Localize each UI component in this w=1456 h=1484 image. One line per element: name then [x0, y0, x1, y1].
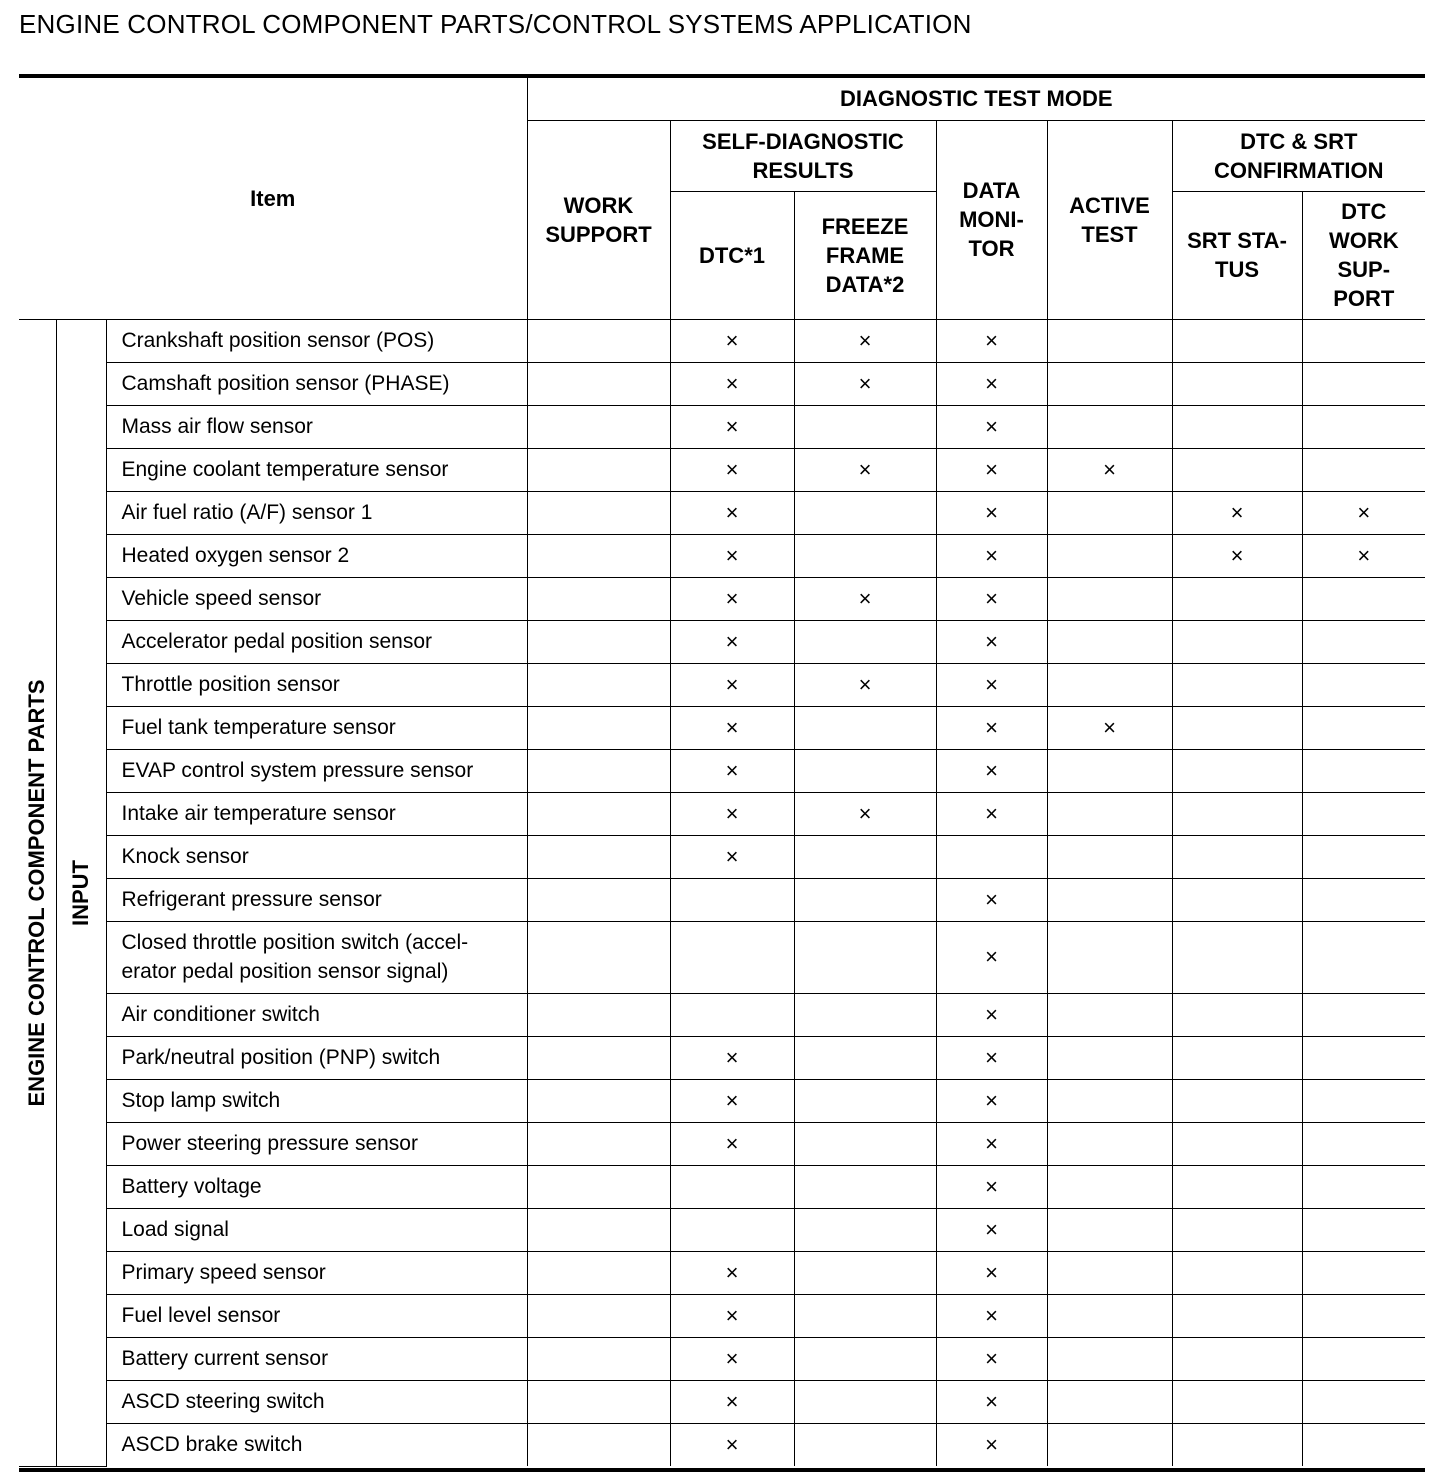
work-support-cell	[527, 405, 670, 448]
dtc-work-support-cell	[1302, 405, 1425, 448]
freeze-frame-data-cell: ×	[794, 319, 936, 362]
table-row	[19, 663, 1425, 706]
freeze-frame-data-cell	[794, 1423, 936, 1466]
active-test-cell	[1047, 577, 1172, 620]
data-monitor-cell: ×	[936, 319, 1047, 362]
srt-status-header: SRT STA-TUS	[1172, 191, 1302, 319]
dtc-cell: ×	[670, 577, 794, 620]
active-test-cell	[1047, 1208, 1172, 1251]
work-support-cell	[527, 1122, 670, 1165]
item-header: Item	[19, 78, 527, 319]
data-monitor-header: DATA MONI-TOR	[936, 120, 1047, 319]
work-support-cell	[527, 1294, 670, 1337]
work-support-cell	[527, 319, 670, 362]
active-test-cell	[1047, 620, 1172, 663]
freeze-frame-data-cell: ×	[794, 362, 936, 405]
dtc-cell: ×	[670, 749, 794, 792]
table-row	[19, 1251, 1425, 1294]
freeze-frame-data-cell	[794, 1165, 936, 1208]
item-cell: Crankshaft position sensor (POS)	[106, 319, 527, 362]
table-row	[19, 577, 1425, 620]
dtc-work-support-cell	[1302, 362, 1425, 405]
srt-status-cell	[1172, 1380, 1302, 1423]
data-monitor-cell: ×	[936, 405, 1047, 448]
freeze-frame-data-cell	[794, 1337, 936, 1380]
work-support-cell	[527, 878, 670, 921]
srt-status-cell	[1172, 577, 1302, 620]
active-test-cell: ×	[1047, 448, 1172, 491]
data-monitor-cell: ×	[936, 1294, 1047, 1337]
freeze-frame-data-cell	[794, 534, 936, 577]
work-support-cell	[527, 362, 670, 405]
dtc-work-support-cell	[1302, 1079, 1425, 1122]
item-cell: Air conditioner switch	[106, 993, 527, 1036]
table-row	[19, 921, 1425, 993]
table-row	[19, 792, 1425, 835]
freeze-frame-data-cell: ×	[794, 448, 936, 491]
item-cell: Refrigerant pressure sensor	[106, 878, 527, 921]
item-cell: Load signal	[106, 1208, 527, 1251]
freeze-frame-data-cell	[794, 993, 936, 1036]
item-cell: Knock sensor	[106, 835, 527, 878]
diagnostic-test-mode-header: DIAGNOSTIC TEST MODE	[527, 78, 1425, 120]
active-test-cell	[1047, 1380, 1172, 1423]
dtc-cell: ×	[670, 663, 794, 706]
active-test-cell: ×	[1047, 706, 1172, 749]
work-support-cell	[527, 1251, 670, 1294]
dtc-work-support-cell	[1302, 921, 1425, 993]
active-test-cell	[1047, 319, 1172, 362]
dtc-cell: ×	[670, 1079, 794, 1122]
srt-status-cell: ×	[1172, 534, 1302, 577]
srt-status-cell	[1172, 1165, 1302, 1208]
table-row	[19, 749, 1425, 792]
work-support-cell	[527, 921, 670, 993]
dtc-work-support-cell	[1302, 706, 1425, 749]
table-row	[19, 993, 1425, 1036]
table-row	[19, 1337, 1425, 1380]
dtc-work-support-cell	[1302, 1036, 1425, 1079]
table-row	[19, 706, 1425, 749]
srt-status-cell	[1172, 405, 1302, 448]
active-test-header: ACTIVE TEST	[1047, 120, 1172, 319]
subcategory-label: INPUT	[68, 859, 93, 926]
dtc-cell: ×	[670, 1380, 794, 1423]
table-row	[19, 1208, 1425, 1251]
freeze-frame-data-cell	[794, 1380, 936, 1423]
work-support-cell	[527, 1337, 670, 1380]
active-test-cell	[1047, 1337, 1172, 1380]
table-row	[19, 1122, 1425, 1165]
item-cell: Closed throttle position switch (accel-erator pedal position sensor signal)	[106, 921, 527, 993]
srt-status-cell	[1172, 792, 1302, 835]
freeze-frame-data-cell	[794, 1122, 936, 1165]
item-cell: Power steering pressure sensor	[106, 1122, 527, 1165]
data-monitor-cell: ×	[936, 1079, 1047, 1122]
data-monitor-cell: ×	[936, 1423, 1047, 1466]
table-row	[19, 620, 1425, 663]
item-cell: Battery voltage	[106, 1165, 527, 1208]
dtc-cell: ×	[670, 620, 794, 663]
item-cell: Fuel tank temperature sensor	[106, 706, 527, 749]
dtc-cell: ×	[670, 1122, 794, 1165]
work-support-cell	[527, 792, 670, 835]
work-support-cell	[527, 577, 670, 620]
dtc-work-support-cell	[1302, 663, 1425, 706]
category-cell	[19, 319, 56, 1466]
active-test-cell	[1047, 663, 1172, 706]
dtc-cell: ×	[670, 1251, 794, 1294]
active-test-cell	[1047, 405, 1172, 448]
active-test-cell	[1047, 878, 1172, 921]
table-body	[19, 319, 1425, 1466]
table-row	[19, 319, 1425, 362]
freeze-frame-data-cell	[794, 1294, 936, 1337]
active-test-cell	[1047, 1294, 1172, 1337]
data-monitor-cell: ×	[936, 1036, 1047, 1079]
active-test-cell	[1047, 491, 1172, 534]
item-cell: Fuel level sensor	[106, 1294, 527, 1337]
srt-status-cell	[1172, 620, 1302, 663]
dtc-work-support-cell	[1302, 1208, 1425, 1251]
freeze-frame-data-cell	[794, 878, 936, 921]
work-support-cell	[527, 706, 670, 749]
dtc-cell: ×	[670, 362, 794, 405]
item-cell: Park/neutral position (PNP) switch	[106, 1036, 527, 1079]
table-row	[19, 1079, 1425, 1122]
active-test-cell	[1047, 835, 1172, 878]
active-test-cell	[1047, 1423, 1172, 1466]
dtc-work-support-cell	[1302, 577, 1425, 620]
dtc-cell: ×	[670, 835, 794, 878]
dtc-work-support-cell: ×	[1302, 491, 1425, 534]
dtc-cell: ×	[670, 792, 794, 835]
dtc-work-support-cell	[1302, 1423, 1425, 1466]
srt-status-cell	[1172, 1208, 1302, 1251]
work-support-cell	[527, 1036, 670, 1079]
dtc-cell	[670, 1165, 794, 1208]
work-support-cell	[527, 448, 670, 491]
application-table	[19, 78, 1425, 1467]
work-support-cell	[527, 534, 670, 577]
table-row	[19, 1294, 1425, 1337]
item-cell: Camshaft position sensor (PHASE)	[106, 362, 527, 405]
item-cell: Air fuel ratio (A/F) sensor 1	[106, 491, 527, 534]
data-monitor-cell: ×	[936, 1337, 1047, 1380]
srt-status-cell	[1172, 706, 1302, 749]
freeze-frame-data-cell	[794, 1251, 936, 1294]
dtc-work-support-header: DTC WORK SUP-PORT	[1302, 191, 1425, 319]
dtc-work-support-cell	[1302, 1165, 1425, 1208]
dtc-cell: ×	[670, 1036, 794, 1079]
table-row	[19, 1423, 1425, 1466]
self-diagnostic-results-header: SELF-DIAGNOSTIC RESULTS	[670, 120, 936, 191]
active-test-cell	[1047, 1122, 1172, 1165]
freeze-frame-data-cell: ×	[794, 663, 936, 706]
item-cell: Accelerator pedal position sensor	[106, 620, 527, 663]
dtc-work-support-cell	[1302, 319, 1425, 362]
dtc-cell	[670, 878, 794, 921]
dtc-work-support-cell	[1302, 1380, 1425, 1423]
work-support-cell	[527, 1165, 670, 1208]
item-cell: Vehicle speed sensor	[106, 577, 527, 620]
freeze-frame-data-cell	[794, 921, 936, 993]
bottom-rule	[19, 1468, 1425, 1472]
active-test-cell	[1047, 749, 1172, 792]
data-monitor-cell: ×	[936, 620, 1047, 663]
freeze-frame-data-cell: ×	[794, 577, 936, 620]
srt-status-cell	[1172, 663, 1302, 706]
dtc-cell: ×	[670, 534, 794, 577]
table-row	[19, 878, 1425, 921]
dtc-work-support-cell	[1302, 1251, 1425, 1294]
srt-status-cell	[1172, 1423, 1302, 1466]
data-monitor-cell: ×	[936, 362, 1047, 405]
data-monitor-cell: ×	[936, 577, 1047, 620]
srt-status-cell	[1172, 319, 1302, 362]
data-monitor-cell: ×	[936, 663, 1047, 706]
dtc-cell: ×	[670, 405, 794, 448]
table-row	[19, 835, 1425, 878]
dtc-cell	[670, 921, 794, 993]
active-test-cell	[1047, 362, 1172, 405]
data-monitor-cell: ×	[936, 921, 1047, 993]
item-cell: Intake air temperature sensor	[106, 792, 527, 835]
data-monitor-cell: ×	[936, 878, 1047, 921]
data-monitor-cell: ×	[936, 1208, 1047, 1251]
table-row	[19, 405, 1425, 448]
dtc-cell: ×	[670, 491, 794, 534]
srt-status-cell	[1172, 1251, 1302, 1294]
active-test-cell	[1047, 1079, 1172, 1122]
dtc-work-support-cell	[1302, 1294, 1425, 1337]
item-cell: ASCD steering switch	[106, 1380, 527, 1423]
active-test-cell	[1047, 993, 1172, 1036]
work-support-cell	[527, 1208, 670, 1251]
active-test-cell	[1047, 1165, 1172, 1208]
item-cell: Battery current sensor	[106, 1337, 527, 1380]
dtc-cell: ×	[670, 1294, 794, 1337]
table-row	[19, 448, 1425, 491]
work-support-cell	[527, 1380, 670, 1423]
data-monitor-cell: ×	[936, 1165, 1047, 1208]
dtc-cell: ×	[670, 1423, 794, 1466]
freeze-frame-data-cell	[794, 1079, 936, 1122]
data-monitor-cell: ×	[936, 1122, 1047, 1165]
dtc-header: DTC*1	[670, 191, 794, 319]
active-test-cell	[1047, 1251, 1172, 1294]
srt-status-cell	[1172, 1294, 1302, 1337]
freeze-frame-data-cell	[794, 1036, 936, 1079]
item-cell: Primary speed sensor	[106, 1251, 527, 1294]
subcategory-cell	[56, 319, 106, 1466]
page-title: ENGINE CONTROL COMPONENT PARTS/CONTROL SYSTEMS APPLICATION	[19, 9, 972, 39]
dtc-work-support-cell	[1302, 792, 1425, 835]
item-cell: Stop lamp switch	[106, 1079, 527, 1122]
freeze-frame-data-cell	[794, 1208, 936, 1251]
data-monitor-cell: ×	[936, 993, 1047, 1036]
srt-status-cell	[1172, 448, 1302, 491]
srt-status-cell	[1172, 749, 1302, 792]
data-monitor-cell: ×	[936, 491, 1047, 534]
dtc-work-support-cell	[1302, 1122, 1425, 1165]
freeze-frame-data-cell	[794, 835, 936, 878]
active-test-cell	[1047, 534, 1172, 577]
data-monitor-cell: ×	[936, 792, 1047, 835]
dtc-cell: ×	[670, 706, 794, 749]
active-test-cell	[1047, 792, 1172, 835]
item-cell: Throttle position sensor	[106, 663, 527, 706]
item-cell: Heated oxygen sensor 2	[106, 534, 527, 577]
freeze-frame-data-cell	[794, 706, 936, 749]
data-monitor-cell: ×	[936, 1251, 1047, 1294]
category-label: ENGINE CONTROL COMPONENT PARTS	[24, 679, 50, 1106]
item-cell: ASCD brake switch	[106, 1423, 527, 1466]
table-row	[19, 362, 1425, 405]
work-support-cell	[527, 993, 670, 1036]
work-support-cell	[527, 491, 670, 534]
data-monitor-cell: ×	[936, 706, 1047, 749]
active-test-cell	[1047, 921, 1172, 993]
work-support-cell	[527, 663, 670, 706]
freeze-frame-data-cell	[794, 620, 936, 663]
table-row	[19, 534, 1425, 577]
item-cell: Mass air flow sensor	[106, 405, 527, 448]
table-row	[19, 1380, 1425, 1423]
data-monitor-cell: ×	[936, 1380, 1047, 1423]
freeze-frame-data-cell	[794, 405, 936, 448]
srt-status-cell	[1172, 993, 1302, 1036]
table-row	[19, 1036, 1425, 1079]
dtc-work-support-cell	[1302, 835, 1425, 878]
dtc-work-support-cell: ×	[1302, 534, 1425, 577]
dtc-cell: ×	[670, 448, 794, 491]
work-support-cell	[527, 1423, 670, 1466]
srt-status-cell	[1172, 1122, 1302, 1165]
data-monitor-cell: ×	[936, 534, 1047, 577]
srt-status-cell	[1172, 921, 1302, 993]
dtc-srt-confirmation-header: DTC & SRT CONFIRMATION	[1172, 120, 1425, 191]
dtc-cell	[670, 993, 794, 1036]
dtc-cell: ×	[670, 1337, 794, 1380]
dtc-work-support-cell	[1302, 448, 1425, 491]
item-cell: Engine coolant temperature sensor	[106, 448, 527, 491]
dtc-work-support-cell	[1302, 993, 1425, 1036]
dtc-cell: ×	[670, 319, 794, 362]
work-support-cell	[527, 620, 670, 663]
data-monitor-cell	[936, 835, 1047, 878]
freeze-frame-data-cell: ×	[794, 792, 936, 835]
srt-status-cell	[1172, 1337, 1302, 1380]
work-support-cell	[527, 835, 670, 878]
dtc-cell	[670, 1208, 794, 1251]
freeze-frame-data-header: FREEZE FRAME DATA*2	[794, 191, 936, 319]
srt-status-cell	[1172, 1079, 1302, 1122]
freeze-frame-data-cell	[794, 491, 936, 534]
data-monitor-cell: ×	[936, 749, 1047, 792]
data-monitor-cell: ×	[936, 448, 1047, 491]
dtc-work-support-cell	[1302, 1337, 1425, 1380]
work-support-header: WORK SUPPORT	[527, 120, 670, 319]
srt-status-cell	[1172, 878, 1302, 921]
work-support-cell	[527, 749, 670, 792]
work-support-cell	[527, 1079, 670, 1122]
srt-status-cell	[1172, 362, 1302, 405]
dtc-work-support-cell	[1302, 878, 1425, 921]
active-test-cell	[1047, 1036, 1172, 1079]
srt-status-cell: ×	[1172, 491, 1302, 534]
item-cell: EVAP control system pressure sensor	[106, 749, 527, 792]
table-row	[19, 491, 1425, 534]
dtc-work-support-cell	[1302, 620, 1425, 663]
freeze-frame-data-cell	[794, 749, 936, 792]
dtc-work-support-cell	[1302, 749, 1425, 792]
table-row	[19, 1165, 1425, 1208]
srt-status-cell	[1172, 1036, 1302, 1079]
srt-status-cell	[1172, 835, 1302, 878]
